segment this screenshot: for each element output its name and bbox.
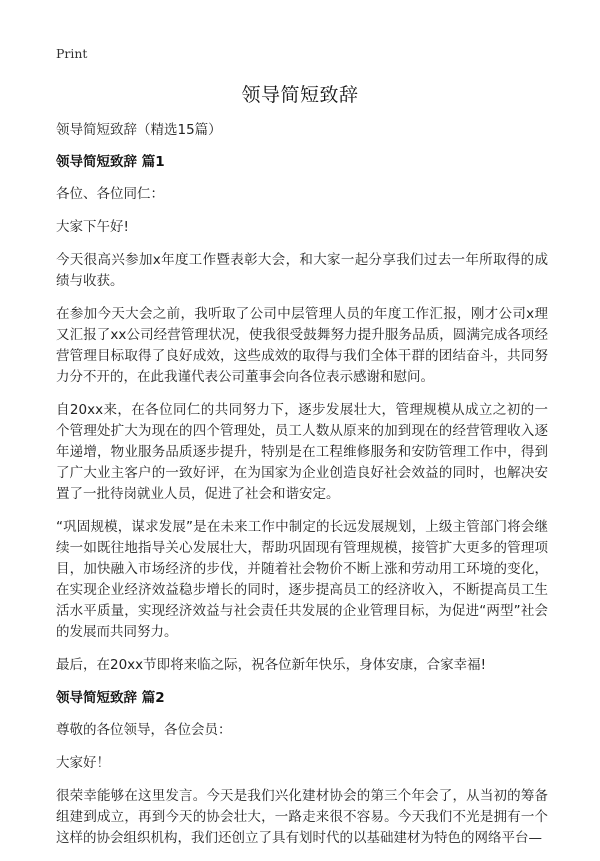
- paragraph: 很荣幸能够在这里发言。今天是我们兴化建材协会的第三个年会了，从当初的筹备组建到成立，再到今天的协会壮大，一路走来很不容易。今天我们不光是拥有一个这样的协会组织机构，我们还创立了具有划时代的以基础建材为特色的网络平台—: [56, 788, 548, 846]
- document-subtitle: 领导简短致辞（精选15篇）: [56, 122, 222, 138]
- section-1: [56, 152, 548, 676]
- document-title: 领导简短致辞: [241, 84, 359, 106]
- document-body: [56, 120, 548, 861]
- greeting: 大家下午好!: [56, 219, 129, 235]
- closing-paragraph: 最后，在20xx节即将来临之际，祝各位新年快乐，身体安康，合家幸福!: [56, 657, 487, 673]
- paragraph: 今天很高兴参加x年度工作暨表彰大会，和大家一起分享我们过去一年所取得的成绩与收获。: [56, 252, 548, 289]
- section-2: [56, 688, 548, 849]
- salutation: 尊敬的各位领导，各位会员：: [56, 722, 232, 738]
- greeting: 大家好！: [56, 755, 110, 771]
- section-heading: 领导简短致辞 篇1: [56, 154, 165, 170]
- salutation: 各位、各位同仁：: [56, 186, 164, 202]
- print-link[interactable]: Print: [56, 46, 88, 61]
- paragraph: 自20xx来，在各位同仁的共同努力下，逐步发展壮大，管理规模从成立之初的一个管理处扩大为现在的四个管理处，员工人数从原来的加到现在的经营管理收入逐年递增，物业服务品质逐步提升，特别是在工程维修服务和安防管理工作中，得到了广大业主客户的一致好评，在为国家为企业创造良好社会效益的同时，也解决安置了一批待岗就业人员，促进了社会和谐安定。: [56, 402, 548, 502]
- paragraph: “巩固规模，谋求发展”是在未来工作中制定的长远发展规划，上级主管部门将会继续一如既往地指导关心发展壮大，帮助巩固现有管理规模，接管扩大更多的管理项目，加快融入市场经济的步伐，并随着社会物价不断上涨和劳动用工环境的变化，在实现企业经济效益稳步增长的同时，逐步提高员工的经济收入，不断提高员工生活水平质量，实现经济效益与社会责任共发展的企业管理目标，为促进“两型”社会的发展而共同努力。: [56, 519, 548, 640]
- section-heading: 领导简短致辞 篇2: [56, 690, 165, 706]
- paragraph: 在参加今天大会之前，我听取了公司中层管理人员的年度工作汇报，刚才公司x理又汇报了xx公司经营管理状况，使我很受鼓舞努力提升服务品质，圆满完成各项经营管理目标取得了良好成效，这些成效的取得与我们全体干群的团结奋斗，共同努力分不开的，在此我谨代表公司董事会向各位表示感谢和慰问。: [56, 306, 548, 385]
